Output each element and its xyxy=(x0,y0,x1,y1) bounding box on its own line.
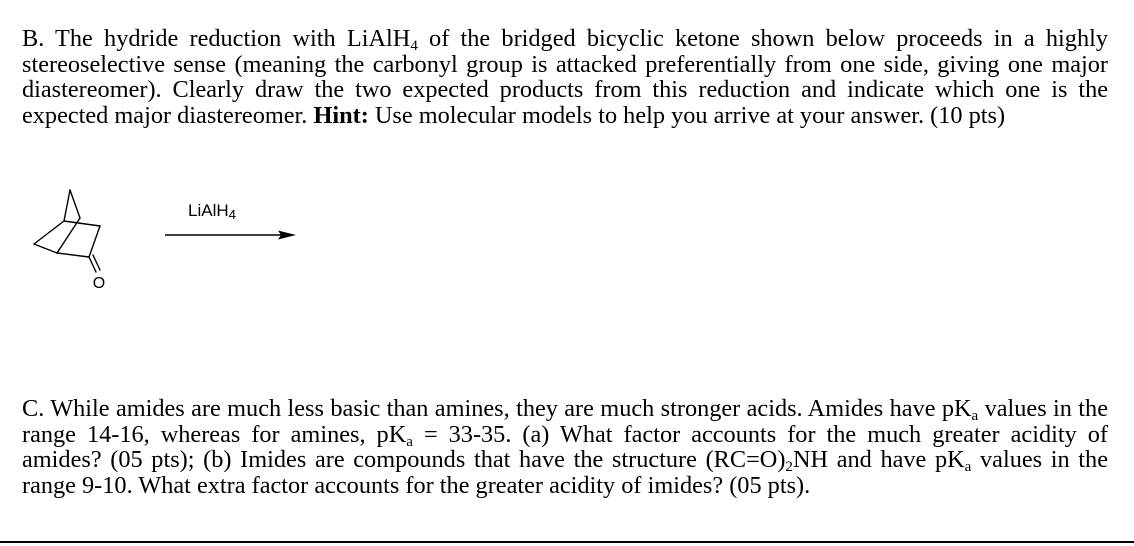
part-b-text-3: Use molecular models to help you arrive at your answer. (10 pts) xyxy=(368,101,1006,129)
reagent-subscript: 4 xyxy=(228,207,236,223)
part-c-sub-4: a xyxy=(964,459,972,476)
bottom-divider xyxy=(0,541,1134,543)
part-c-sub-3: 2 xyxy=(785,459,793,476)
part-c-question xyxy=(22,396,1108,498)
part-c-text-2: values in the range 14-16, whereas for amines, pK xyxy=(22,395,1108,448)
bond-bridge-right xyxy=(70,190,80,218)
bond-c1-c2 xyxy=(64,221,100,226)
part-c-sub-1: a xyxy=(971,408,979,425)
bond-bridge-left xyxy=(64,190,70,221)
bond-c6-c5 xyxy=(34,244,57,253)
part-b-text-1: B. The hydride reduction with LiAlH xyxy=(22,25,411,52)
reagent-label xyxy=(188,201,236,221)
bond-c2-c3 xyxy=(89,226,100,257)
part-b-subscript-4: 4 xyxy=(410,38,418,55)
reagent-main: LiAlH xyxy=(188,201,229,220)
bond-c1-c6 xyxy=(34,221,64,244)
oxygen-label: O xyxy=(92,275,106,292)
part-c-text-1: C. While amides are much less basic than amines, they are much stronger acids. Amides have pK xyxy=(22,395,972,422)
part-c-text-3: = 33-35. (a) What factor accounts for the much greater acidity of amides? (05 pts); (b) Imides are compounds that have the structure (RC=O) xyxy=(22,420,1108,474)
part-c-text-5: values in the range 9-10. What extra factor accounts for the greater acidity of imides? (05 pts). xyxy=(22,446,1108,499)
part-c-sub-2: a xyxy=(406,433,413,450)
hint-label: Hint: xyxy=(313,101,369,129)
reaction-arrow xyxy=(165,231,296,240)
part-c-text-4: NH and have pK xyxy=(792,446,965,474)
norbornanone-structure xyxy=(34,190,100,272)
bond-c3-c4 xyxy=(57,253,89,257)
part-b-text-2: of the bridged bicyclic ketone shown below proceeds in a highly stereoselective sense (meaning the carbonyl group is attacked preferentially from one side, giving one major diastereomer). Clearly draw the two expected products from this reduction and indicate which one is the expected major diastereomer. xyxy=(22,25,1108,129)
